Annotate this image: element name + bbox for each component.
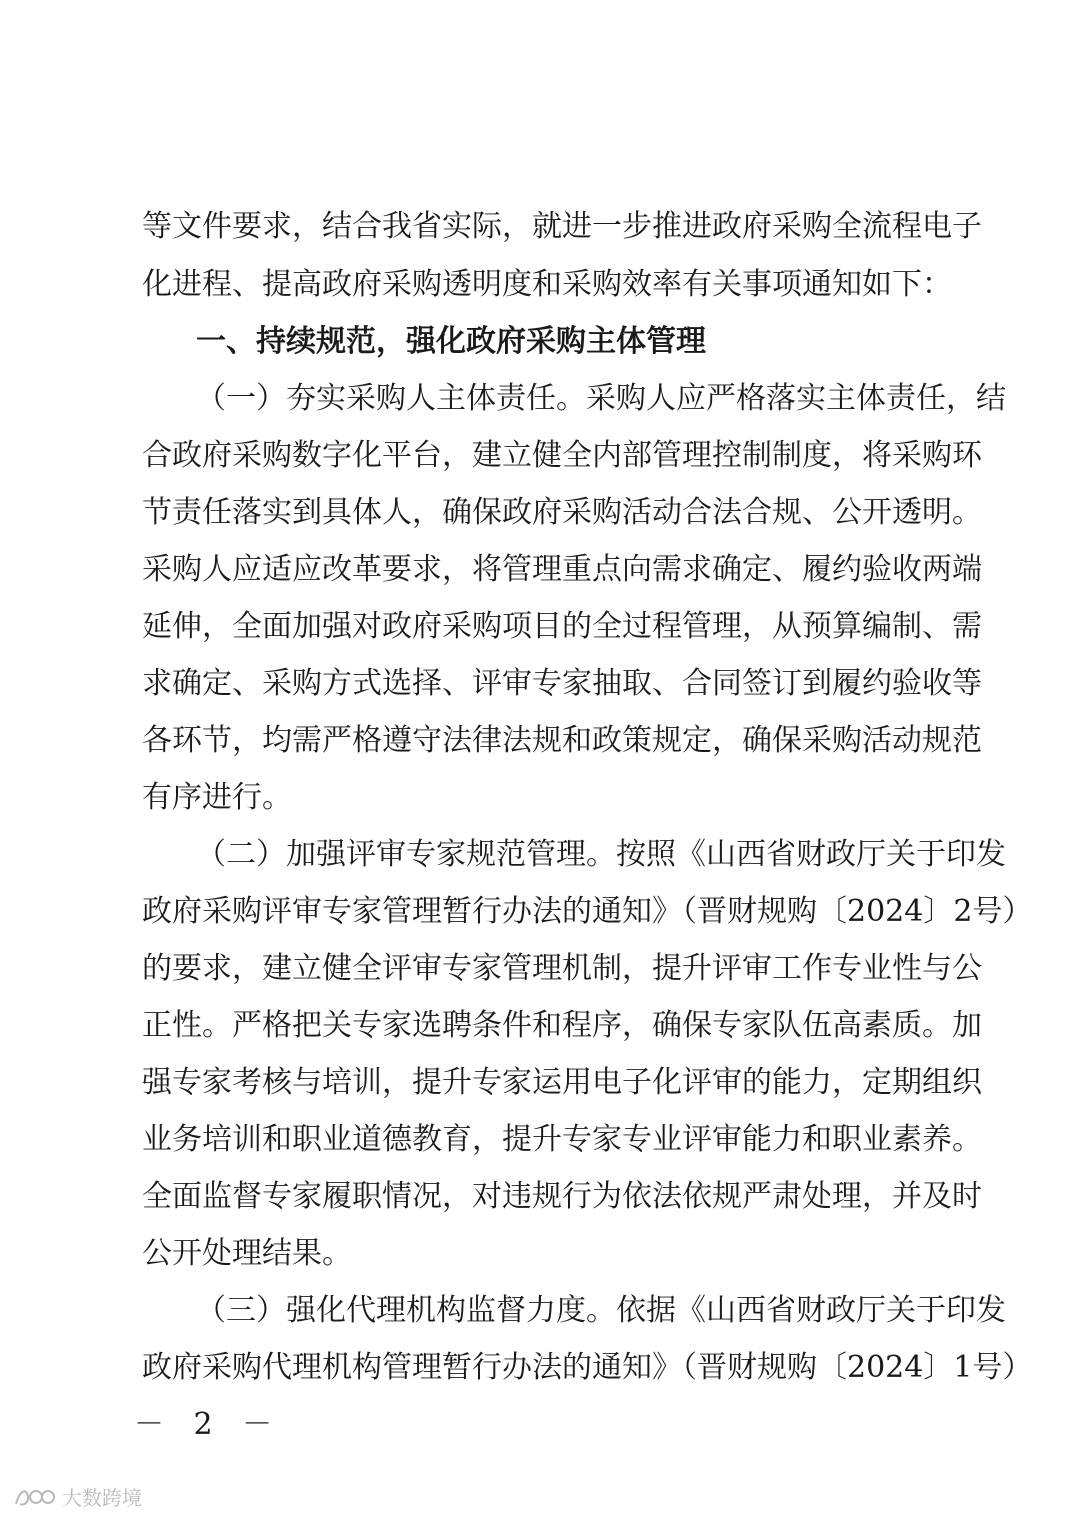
body-text-line: 化进程、提高政府采购透明度和采购效率有关事项通知如下： [142, 267, 952, 302]
paragraph-first-line: （一）夯实采购人主体责任。采购人应严格落实主体责任，结 [196, 381, 1006, 416]
body-text-line: 延伸，全面加强对政府采购项目的全过程管理，从预算编制、需 [142, 609, 982, 644]
watermark-logo-icon [12, 1484, 56, 1510]
body-text-line: 节责任落实到具体人，确保政府采购活动合法合规、公开透明。 [142, 495, 982, 530]
body-text-line: 政府采购评审专家管理暂行办法的通知》（晋财规购〔2024〕2号） [142, 894, 1033, 929]
body-text-line: 业务培训和职业道德教育，提升专家专业评审能力和职业素养。 [142, 1122, 982, 1157]
body-text-line: 采购人应适应改革要求，将管理重点向需求确定、履约验收两端 [142, 552, 982, 587]
body-text-line: 政府采购代理机构管理暂行办法的通知》（晋财规购〔2024〕1号） [142, 1350, 1033, 1385]
body-text-line: 正性。严格把关专家选聘条件和程序，确保专家队伍高素质。加 [142, 1008, 982, 1043]
body-text-line: 有序进行。 [142, 780, 292, 815]
body-text-line: 的要求，建立健全评审专家管理机制，提升评审工作专业性与公 [142, 951, 982, 986]
body-text-line: 等文件要求，结合我省实际，就进一步推进政府采购全流程电子 [142, 209, 982, 244]
paragraph-first-line: （三）强化代理机构监督力度。依据《山西省财政厅关于印发 [196, 1293, 1006, 1328]
body-text-line: 公开处理结果。 [142, 1236, 352, 1271]
section-heading: 一、持续规范，强化政府采购主体管理 [196, 324, 706, 359]
page-number: － 2 － [134, 1407, 283, 1442]
watermark-text: 大数跨境 [62, 1486, 142, 1510]
body-text-line: 全面监督专家履职情况，对违规行为依法依规严肃处理，并及时 [142, 1179, 982, 1214]
body-text-line: 求确定、采购方式选择、评审专家抽取、合同签订到履约验收等 [142, 666, 982, 701]
body-text-line: 强专家考核与培训，提升专家运用电子化评审的能力，定期组织 [142, 1065, 982, 1100]
watermark [12, 1482, 142, 1511]
body-text-line: 合政府采购数字化平台，建立健全内部管理控制制度，将采购环 [142, 438, 982, 473]
paragraph-first-line: （二）加强评审专家规范管理。按照《山西省财政厅关于印发 [196, 837, 1006, 872]
body-text-line: 各环节，均需严格遵守法律法规和政策规定，确保采购活动规范 [142, 723, 982, 758]
